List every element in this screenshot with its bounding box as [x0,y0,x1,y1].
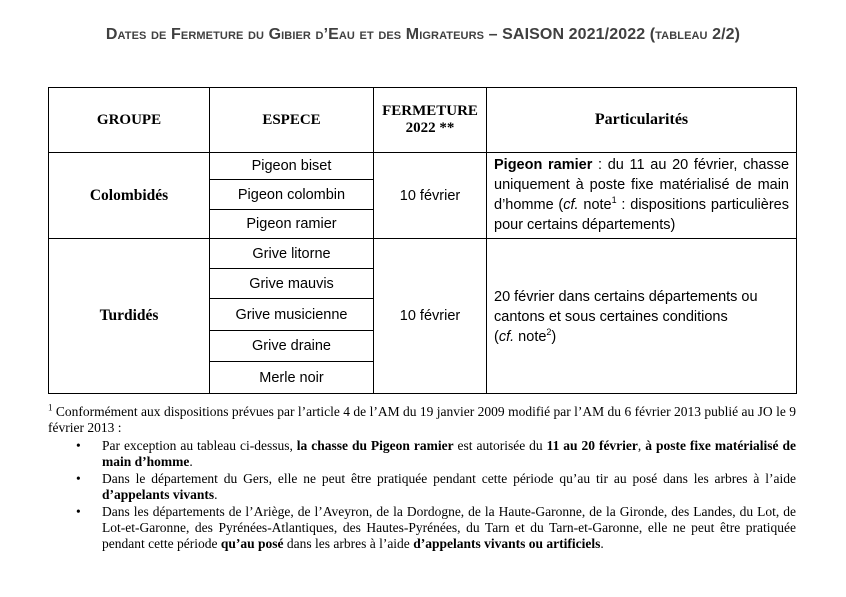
item-bold: d’appelants vivants [102,487,215,502]
item-text: . [600,536,604,551]
bullet-icon: • [76,471,81,486]
species-cell: Pigeon ramier [210,210,374,239]
list-item [76,504,796,552]
bullet-icon: • [76,438,81,453]
list-item [76,471,796,503]
item-text: est autorisée du [453,438,547,453]
footnote-intro-text: Conformément aux dispositions prévues par l’article 4 de l’AM du 19 janvier 2009 modifié par l’AM du 6 février 2013 publié au JO le 9 février 2013 : [48,404,796,435]
note-ref: 2 [546,327,552,338]
item-bold: d’appelants vivants ou artificiels [413,536,601,551]
note-cf: cf. [563,197,579,213]
note-text: 20 février dans certains départements ou cantons et sous certaines conditions [494,289,758,325]
group-turdides: Turdidés [49,239,210,394]
closing-dates-table [48,87,797,394]
note-text: note [514,329,547,345]
species-cell: Pigeon biset [210,153,374,180]
header-particularites: Particularités [487,88,797,153]
species-cell: Pigeon colombin [210,180,374,210]
table-row [49,239,797,269]
item-text: . [189,454,193,469]
table-header-row [49,88,797,153]
closing-date-turdides: 10 février [374,239,487,394]
item-text: Par exception au tableau ci-dessus, [102,438,297,453]
item-text: dans les arbres à l’aide [283,536,414,551]
note-ref: 1 [611,195,617,206]
item-text: Dans les départements de l’Ariège, de l’Aveyron, de la Dordogne, de la Haute-Garonne, de la Gironde, des Landes, du Lot, de Lot-et-Garonne, des Pyrénées-Atlantiques, des Hautes-Pyrénées, du Tarn et du Tarn-et-Garonne, elle ne peut être pratiquée pendant cette période [102,504,796,551]
item-bold: 11 au 20 février [546,438,638,453]
item-bold: qu’au posé [220,536,284,551]
note-text: : dispositions particulières pour certains départements) [494,197,789,233]
particularites-colombides [487,153,797,239]
header-fermeture: FERMETURE 2022 ** [374,88,487,153]
footnotes [48,404,796,553]
particularites-turdides: 20 février dans certains départements ou cantons et sous certaines conditions (cf. note$^2$) [487,239,797,394]
species-cell: Grive musicienne [210,299,374,331]
footnote-intro [48,404,796,436]
footnote-list [48,438,796,552]
note-cf: cf. [498,329,515,345]
species-cell: Merle noir [210,362,374,394]
table-row [49,153,797,180]
page-title: Dates de Fermeture du Gibier d’Eau et des Migrateurs – SAISON 2021/2022 (tableau 2/2) [105,26,741,43]
bullet-icon: • [76,504,81,519]
note-text: note [578,197,612,213]
note-text: : du 11 au 20 février, chasse uniquement à poste fixe matérialisé de main d’homme ( [494,157,790,213]
species-cell: Grive litorne [210,239,374,269]
item-bold: à poste fixe matérialisé de main d’homme [102,438,796,469]
item-text: , [637,438,646,453]
item-text: . [214,487,218,502]
item-text: Dans le département du Gers, elle ne peut être pratiquée pendant cette période qu’au tir au posé dans les arbres à l’aide [102,471,796,486]
species-cell: Grive mauvis [210,269,374,299]
list-item [76,438,796,470]
species-cell: Grive draine [210,331,374,362]
item-bold: la chasse du Pigeon ramier [296,438,454,453]
header-groupe: GROUPE [49,88,210,153]
closing-date-colombides: 10 février [374,153,487,239]
note-bold: Pigeon ramier [494,157,593,173]
footnote-marker: 1 [48,402,53,413]
group-colombides: Colombidés [49,153,210,239]
header-espece: ESPECE [210,88,374,153]
